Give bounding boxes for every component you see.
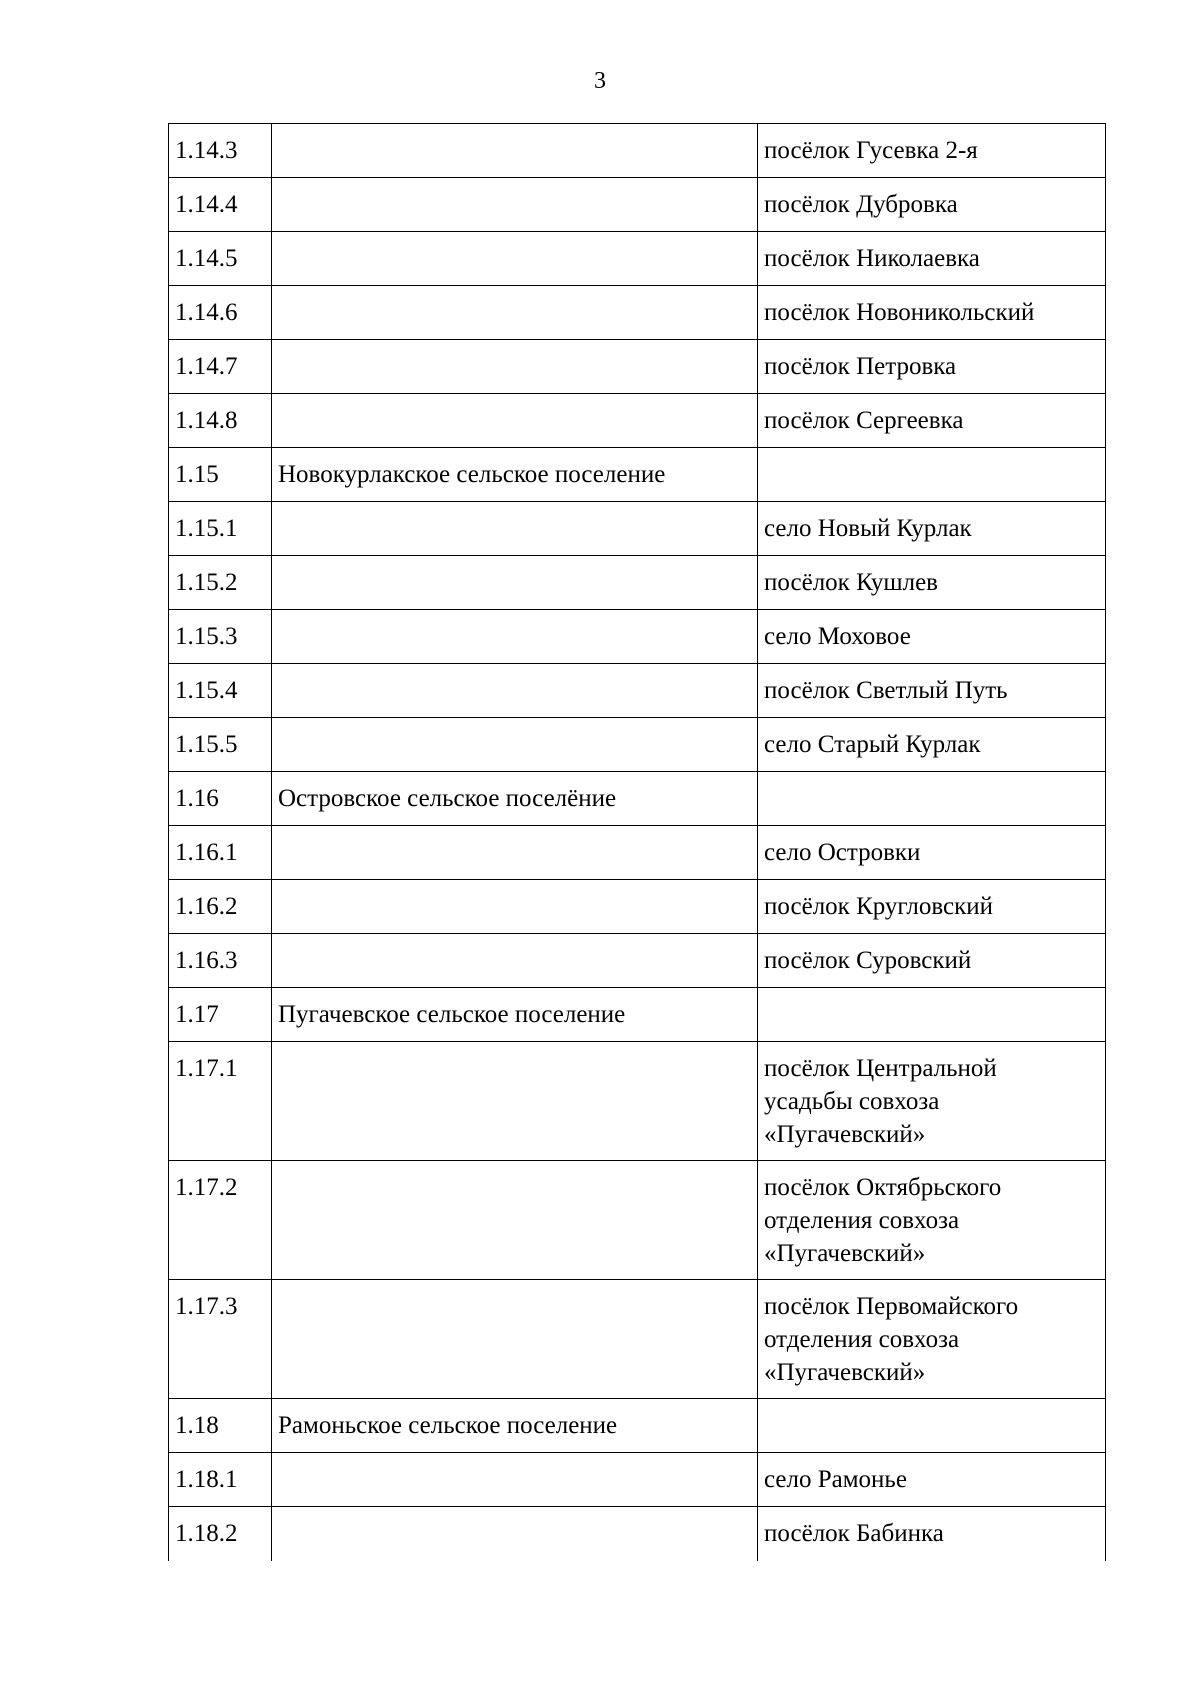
locality-name: посёлок Дубровка — [764, 191, 958, 218]
settlement-name — [272, 610, 758, 664]
locality-cell — [758, 880, 1106, 934]
settlement-name — [272, 178, 758, 232]
row-code: 1.18 — [169, 1399, 272, 1453]
page-number: 3 — [594, 68, 606, 94]
row-code: 1.14.3 — [169, 124, 272, 178]
locality-cell — [758, 124, 1106, 178]
row-code: 1.15.1 — [169, 502, 272, 556]
row-code: 1.15 — [169, 448, 272, 502]
locality-cell — [758, 718, 1106, 772]
settlement-name: Рамоньское сельское поселение — [272, 1399, 758, 1453]
settlement-name: Новокурлакское сельское поселение — [272, 448, 758, 502]
table-row — [169, 664, 1106, 718]
settlement-name — [272, 1453, 758, 1507]
locality-cell — [758, 1453, 1106, 1507]
settlement-name — [272, 1280, 758, 1399]
table-row — [169, 934, 1106, 988]
settlement-name — [272, 556, 758, 610]
locality-name: посёлок Сергеевка — [764, 407, 964, 434]
row-code: 1.14.8 — [169, 394, 272, 448]
settlement-name — [272, 232, 758, 286]
locality-cell — [758, 1507, 1106, 1561]
table-row — [169, 1507, 1106, 1561]
locality-cell — [758, 448, 1106, 502]
locality-name: посёлок Петровка — [764, 353, 957, 380]
row-code: 1.18.2 — [169, 1507, 272, 1561]
row-code: 1.18.1 — [169, 1453, 272, 1507]
table-row — [169, 448, 1106, 502]
table-row — [169, 340, 1106, 394]
locality-cell — [758, 232, 1106, 286]
locality-cell — [758, 556, 1106, 610]
table-row — [169, 988, 1106, 1042]
locality-cell — [758, 610, 1106, 664]
table-row — [169, 1042, 1106, 1161]
table-row — [169, 286, 1106, 340]
locality-name: село Островки — [764, 839, 921, 866]
table-body — [169, 124, 1106, 1561]
settlement-name — [272, 394, 758, 448]
locality-name: село Новый Курлак — [764, 515, 972, 542]
locality-name: посёлок Гусевка 2-я — [764, 137, 978, 164]
row-code: 1.17.1 — [169, 1042, 272, 1161]
locality-cell — [758, 934, 1106, 988]
locality-name: посёлок Новоникольский — [764, 299, 1035, 326]
table-row — [169, 502, 1106, 556]
locality-name: посёлок Николаевка — [764, 245, 980, 272]
row-code: 1.14.7 — [169, 340, 272, 394]
row-code: 1.15.5 — [169, 718, 272, 772]
settlement-name — [272, 1507, 758, 1561]
locality-cell — [758, 286, 1106, 340]
settlement-name: Пугачевское сельское поселение — [272, 988, 758, 1042]
table-row — [169, 394, 1106, 448]
settlements-table — [168, 123, 1106, 1561]
settlement-name — [272, 718, 758, 772]
row-code: 1.16.1 — [169, 826, 272, 880]
settlement-name — [272, 502, 758, 556]
table-row — [169, 1280, 1106, 1399]
row-code: 1.16 — [169, 772, 272, 826]
table-row — [169, 610, 1106, 664]
settlement-name — [272, 340, 758, 394]
locality-name: посёлок Кушлев — [764, 569, 938, 596]
locality-name: посёлок Первомайского отделения совхоза «Пугачевский» — [764, 1293, 1019, 1386]
settlement-name — [272, 286, 758, 340]
locality-cell — [758, 1280, 1106, 1399]
table-row — [169, 1399, 1106, 1453]
table-row — [169, 556, 1106, 610]
locality-name: посёлок Бабинка — [764, 1520, 944, 1547]
locality-cell — [758, 178, 1106, 232]
settlement-name — [272, 664, 758, 718]
table-row — [169, 232, 1106, 286]
locality-cell — [758, 1399, 1106, 1453]
locality-cell — [758, 340, 1106, 394]
row-code: 1.17 — [169, 988, 272, 1042]
row-code: 1.16.2 — [169, 880, 272, 934]
settlement-name — [272, 124, 758, 178]
row-code: 1.15.4 — [169, 664, 272, 718]
row-code: 1.14.5 — [169, 232, 272, 286]
locality-cell — [758, 502, 1106, 556]
row-code: 1.14.4 — [169, 178, 272, 232]
settlement-name — [272, 1161, 758, 1280]
locality-cell — [758, 826, 1106, 880]
locality-cell — [758, 1161, 1106, 1280]
locality-cell — [758, 1042, 1106, 1161]
locality-name: село Старый Курлак — [764, 731, 981, 758]
locality-name: посёлок Октябрьского отделения совхоза «Пугачевский» — [764, 1174, 1002, 1267]
settlement-name — [272, 880, 758, 934]
settlement-name: Островское сельское поселёние — [272, 772, 758, 826]
settlement-name — [272, 1042, 758, 1161]
row-code: 1.16.3 — [169, 934, 272, 988]
table-row — [169, 124, 1106, 178]
row-code: 1.14.6 — [169, 286, 272, 340]
row-code: 1.17.2 — [169, 1161, 272, 1280]
locality-name: село Рамонье — [764, 1466, 907, 1493]
settlement-name — [272, 934, 758, 988]
table-row — [169, 718, 1106, 772]
table-row — [169, 1161, 1106, 1280]
table-row — [169, 1453, 1106, 1507]
locality-cell — [758, 988, 1106, 1042]
settlement-name — [272, 826, 758, 880]
table-row — [169, 178, 1106, 232]
locality-name: посёлок Центральной усадьбы совхоза «Пугачевский» — [764, 1055, 997, 1148]
locality-cell — [758, 664, 1106, 718]
table-row — [169, 772, 1106, 826]
locality-name: село Моховое — [764, 623, 911, 650]
table-row — [169, 880, 1106, 934]
locality-cell — [758, 394, 1106, 448]
row-code: 1.15.3 — [169, 610, 272, 664]
locality-name: посёлок Кругловский — [764, 893, 994, 920]
locality-name: посёлок Светлый Путь — [764, 677, 1008, 704]
locality-name: посёлок Суровский — [764, 947, 972, 974]
row-code: 1.15.2 — [169, 556, 272, 610]
table-row — [169, 826, 1106, 880]
row-code: 1.17.3 — [169, 1280, 272, 1399]
locality-cell — [758, 772, 1106, 826]
